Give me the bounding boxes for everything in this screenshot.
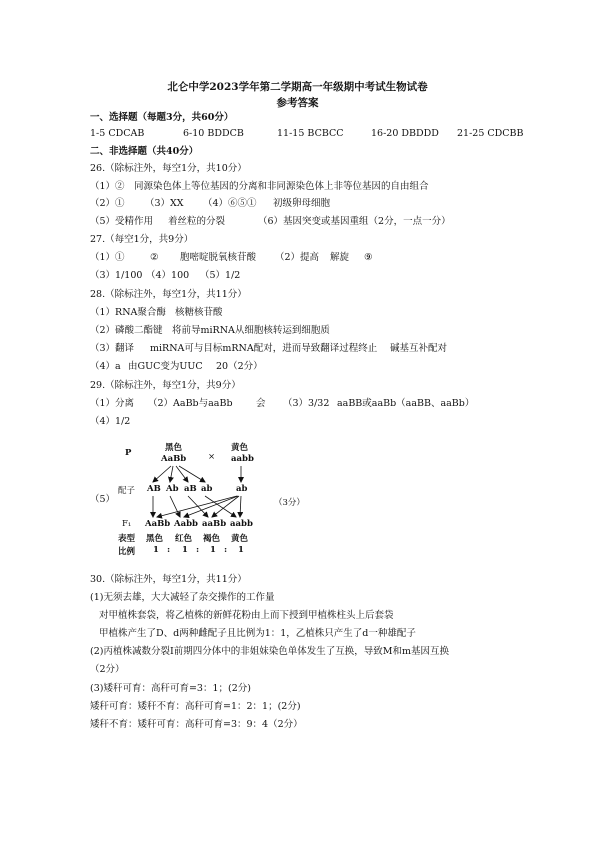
document-subtitle: 参考答案 bbox=[276, 97, 319, 109]
phenotype-red: 红色 bbox=[175, 534, 193, 544]
q29-sub5-label: （5） bbox=[90, 494, 116, 505]
q30-answer-line4: (2)丙植株减数分裂I前期四分体中的非姐妹染色单体发生了互换，导致M和m基因互换 bbox=[90, 646, 449, 657]
fertilization-arrow-aB bbox=[188, 496, 208, 517]
q30-answer-line1: (1)无须去雄，大大减轻了杂交操作的工作量 bbox=[90, 592, 275, 603]
phenotype-brown: 褐色 bbox=[203, 534, 221, 544]
f1-genotype-aaBb: aaBb bbox=[202, 519, 227, 529]
q29-header: 29.（除标注外，每空1分，共9分） bbox=[90, 380, 241, 391]
fertilization-arrow-p2-to-AaBb bbox=[157, 496, 237, 517]
q27-answer-line1: （1）① ② 胞嘧啶脱氧核苷酸 （2）提高 解旋 ⑨ bbox=[90, 252, 373, 263]
f1-genotype-AaBb: AaBb bbox=[145, 519, 171, 529]
mc-answer-21-25: 21-25 CDCBB bbox=[457, 128, 524, 139]
mc-answer-11-15: 11-15 BCBCC bbox=[277, 128, 344, 139]
document-title: 北仑中学2023学年第二学期高一年级期中考试生物试卷 bbox=[167, 81, 428, 93]
q29-answer-line1: （1）分离 （2）AaBb与aaBb 会 （3）3/32 aaBB或aaBb（aaBB、aaBb） bbox=[90, 398, 475, 409]
q30-answer-line6: (3)矮秆可育：高秆可育=3：1；(2分) bbox=[90, 683, 251, 694]
gamete-label: 配子 bbox=[118, 486, 136, 496]
phenotype-black: 黑色 bbox=[146, 534, 164, 544]
q30-header: 30.（除标注外，每空1分，共11分） bbox=[90, 574, 247, 585]
fertilization-arrow-p2-to-aaBb bbox=[212, 496, 239, 517]
ratio-sep-1: : bbox=[167, 545, 171, 555]
ratio-value-2: 1 bbox=[182, 545, 188, 555]
q29-answer-line2: （4）1/2 bbox=[90, 416, 131, 427]
ratio-label: 比例 bbox=[118, 547, 136, 557]
section2-heading: 二、非选择题（共40分） bbox=[90, 146, 199, 157]
meiosis-arrow-ab bbox=[179, 466, 205, 482]
q27-answer-line2: （3）1/100 （4）100 （5）1/2 bbox=[90, 270, 241, 281]
ratio-value-1: 1 bbox=[153, 545, 159, 555]
q26-header: 26.（除标注外，每空1分，共10分） bbox=[90, 163, 247, 174]
q30-answer-line5: （2分） bbox=[90, 664, 125, 675]
parent1-genotype: AaBb bbox=[161, 454, 187, 464]
meiosis-arrow-aB bbox=[176, 466, 188, 482]
fertilization-arrow-ab bbox=[205, 496, 236, 517]
fertilization-arrow-Ab bbox=[170, 496, 180, 517]
q26-answer-line2: （2）① （3）XX （4）⑥⑤① 初级卵母细胞 bbox=[90, 198, 331, 209]
ratio-value-3: 1 bbox=[210, 545, 216, 555]
gamete-aB: aB bbox=[184, 484, 197, 494]
p-generation-label: P bbox=[125, 448, 132, 458]
fertilization-arrow-p2-to-aabb bbox=[240, 496, 241, 517]
meiosis-arrow-AB bbox=[153, 466, 171, 482]
parent1-phenotype: 黑色 bbox=[165, 443, 183, 453]
q26-answer-line1: （1）② 同源染色体上等位基因的分离和非同源染色体上非等位基因的自由组合 bbox=[90, 181, 429, 192]
q26-answer-line3: （5）受精作用 着丝粒的分裂 （6）基因突变或基因重组（2分，一点一分） bbox=[90, 216, 451, 227]
gamete-Ab: Ab bbox=[166, 484, 179, 494]
parent2-phenotype: 黄色 bbox=[231, 443, 249, 453]
ratio-sep-2: : bbox=[196, 545, 200, 555]
phenotype-yellow: 黄色 bbox=[231, 534, 249, 544]
mc-answer-6-10: 6-10 BDDCB bbox=[183, 128, 244, 139]
f1-label: F₁ bbox=[122, 519, 132, 529]
ratio-sep-3: : bbox=[224, 545, 228, 555]
q30-answer-line7: 矮秆可育：矮秆不育：高秆可育=1：2：1；(2分) bbox=[90, 701, 301, 712]
q30-answer-line2: 对甲植株套袋，将乙植株的新鲜花粉由上而下授到甲植株柱头上后套袋 bbox=[99, 610, 394, 621]
mc-answer-16-20: 16-20 DBDDD bbox=[371, 128, 439, 139]
q28-answer-line2: （2）磷酸二酯键 将前导miRNA从细胞核转运到细胞质 bbox=[90, 325, 330, 336]
q29-sub5-score: （3分） bbox=[274, 498, 305, 508]
q28-answer-line4: （4）a 由GUC变为UUC 20（2分） bbox=[90, 361, 263, 372]
q27-header: 27.（每空1分，共9分） bbox=[90, 234, 194, 245]
q28-answer-line3: （3）翻译 miRNA可与目标mRNA配对，进而导致翻译过程终止 碱基互补配对 bbox=[90, 343, 448, 354]
meiosis-arrow-Ab bbox=[170, 466, 173, 482]
mc-answer-1-5: 1-5 CDCAB bbox=[90, 128, 145, 139]
f1-genotype-Aabb: Aabb bbox=[174, 519, 198, 529]
phenotype-label: 表型 bbox=[118, 534, 136, 544]
q28-answer-line1: （1）RNA聚合酶 核糖核苷酸 bbox=[90, 307, 223, 318]
gamete-ab-parent1: ab bbox=[201, 484, 213, 494]
q30-answer-line3: 甲植株产生了D、d两种雌配子且比例为1：1，乙植株只产生了d一种雄配子 bbox=[99, 628, 416, 639]
mc-answers-row bbox=[90, 128, 524, 140]
ratio-value-4: 1 bbox=[238, 545, 244, 555]
section1-heading: 一、选择题（每题3分，共60分） bbox=[90, 112, 234, 123]
f1-genotype-aabb: aabb bbox=[230, 519, 253, 529]
gamete-AB: AB bbox=[147, 484, 161, 494]
gamete-ab-parent2: ab bbox=[236, 484, 248, 494]
cross-symbol: × bbox=[208, 452, 216, 462]
q30-answer-line8: 矮秆不育：矮秆可育：高秆可育=3：9：4（2分） bbox=[90, 719, 303, 730]
fertilization-arrow-p2-to-Aabb bbox=[184, 496, 238, 517]
parent2-genotype: aabb bbox=[231, 454, 254, 464]
q28-header: 28.（除标注外，每空1分，共11分） bbox=[90, 289, 247, 300]
